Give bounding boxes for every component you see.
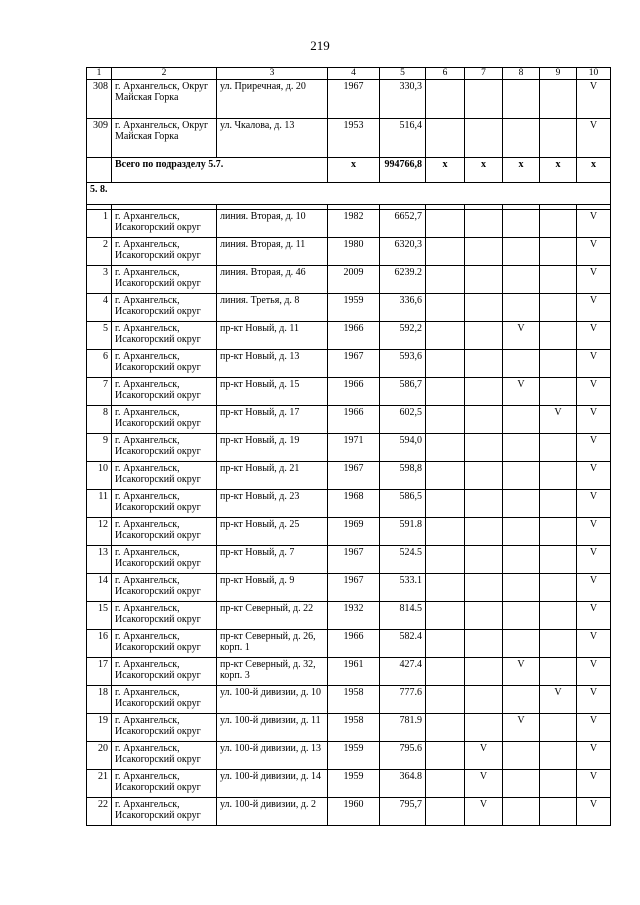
address-cell: пр-кт Новый, д. 25 (217, 518, 328, 546)
settlement-cell: г. Архангельск, Исакогорский округ (112, 322, 217, 350)
col9-cell (540, 434, 577, 462)
col6-cell (426, 434, 465, 462)
col10-cell: V (577, 350, 611, 378)
area-cell: 6652,7 (380, 210, 426, 238)
col10-cell: V (577, 574, 611, 602)
col8-cell (503, 686, 540, 714)
table-row (87, 406, 611, 434)
col9-cell (540, 350, 577, 378)
col6-cell (426, 462, 465, 490)
col-header: 9 (540, 68, 577, 80)
area-cell: 6320,3 (380, 238, 426, 266)
row-number: 14 (87, 574, 112, 602)
page-number: 219 (310, 38, 330, 53)
settlement-cell: г. Архангельск, Исакогорский округ (112, 210, 217, 238)
col8-cell (503, 630, 540, 658)
col6-cell (426, 350, 465, 378)
col10-cell: V (577, 630, 611, 658)
address-cell: пр-кт Новый, д. 19 (217, 434, 328, 462)
row-number: 308 (87, 80, 112, 119)
row-number: 18 (87, 686, 112, 714)
address-cell: ул. Чкалова, д. 13 (217, 119, 328, 158)
table-row (87, 602, 611, 630)
subtotal-c10: x (577, 158, 611, 183)
col7-cell (465, 294, 503, 322)
row-number: 309 (87, 119, 112, 158)
address-cell: линия. Вторая, д. 10 (217, 210, 328, 238)
col9-cell (540, 770, 577, 798)
table-row (87, 574, 611, 602)
area-cell: 795,7 (380, 798, 426, 826)
col-header: 3 (217, 68, 328, 80)
col7-cell (465, 80, 503, 119)
area-cell: 364.8 (380, 770, 426, 798)
settlement-cell: г. Архангельск, Округ Майская Горка (112, 80, 217, 119)
col6-cell (426, 378, 465, 406)
table-row (87, 462, 611, 490)
row-number: 8 (87, 406, 112, 434)
settlement-cell: г. Архангельск, Исакогорский округ (112, 714, 217, 742)
col6-cell (426, 602, 465, 630)
settlement-cell: г. Архангельск, Исакогорский округ (112, 518, 217, 546)
col10-cell: V (577, 742, 611, 770)
row-number: 11 (87, 490, 112, 518)
row-number: 15 (87, 602, 112, 630)
table-row (87, 322, 611, 350)
col7-cell: V (465, 742, 503, 770)
col10-cell: V (577, 238, 611, 266)
settlement-cell: г. Архангельск, Исакогорский округ (112, 686, 217, 714)
settlement-cell: г. Архангельск, Исакогорский округ (112, 490, 217, 518)
area-cell: 777.6 (380, 686, 426, 714)
area-cell: 586,7 (380, 378, 426, 406)
table-row (87, 80, 611, 119)
area-cell: 330,3 (380, 80, 426, 119)
table-row (87, 266, 611, 294)
col10-cell: V (577, 658, 611, 686)
col7-cell (465, 210, 503, 238)
col7-cell: V (465, 798, 503, 826)
col10-cell: V (577, 294, 611, 322)
row-number: 7 (87, 378, 112, 406)
col7-cell (465, 686, 503, 714)
address-cell: пр-кт Новый, д. 17 (217, 406, 328, 434)
col6-cell (426, 798, 465, 826)
col9-cell (540, 490, 577, 518)
col9-cell (540, 322, 577, 350)
settlement-cell: г. Архангельск, Исакогорский округ (112, 350, 217, 378)
col-header: 6 (426, 68, 465, 80)
row-number: 19 (87, 714, 112, 742)
address-cell: пр-кт Новый, д. 13 (217, 350, 328, 378)
subtotal-c6: x (426, 158, 465, 183)
col9-cell: V (540, 686, 577, 714)
col8-cell (503, 80, 540, 119)
subtotal-c8: x (503, 158, 540, 183)
year-cell: 1932 (328, 602, 380, 630)
year-cell: 1982 (328, 210, 380, 238)
col7-cell (465, 434, 503, 462)
col10-cell: V (577, 518, 611, 546)
col7-cell (465, 119, 503, 158)
table-row (87, 686, 611, 714)
col8-cell: V (503, 714, 540, 742)
col10-cell: V (577, 462, 611, 490)
year-cell: 1967 (328, 574, 380, 602)
row-number: 6 (87, 350, 112, 378)
table-row (87, 294, 611, 322)
year-cell: 1980 (328, 238, 380, 266)
table-row (87, 350, 611, 378)
col6-cell (426, 80, 465, 119)
col7-cell (465, 630, 503, 658)
table-row (87, 434, 611, 462)
settlement-cell: г. Архангельск, Исакогорский округ (112, 770, 217, 798)
year-cell: 1971 (328, 434, 380, 462)
address-cell: пр-кт Северный, д. 22 (217, 602, 328, 630)
col10-cell: V (577, 406, 611, 434)
col7-cell (465, 462, 503, 490)
register-table (86, 67, 611, 826)
year-cell: 1966 (328, 406, 380, 434)
col10-cell: V (577, 266, 611, 294)
area-cell: 814.5 (380, 602, 426, 630)
col9-cell (540, 266, 577, 294)
area-cell: 533.1 (380, 574, 426, 602)
col7-cell (465, 490, 503, 518)
year-cell: 1967 (328, 462, 380, 490)
row-number: 1 (87, 210, 112, 238)
col8-cell (503, 770, 540, 798)
col-header: 2 (112, 68, 217, 80)
area-cell: 524.5 (380, 546, 426, 574)
table-row (87, 742, 611, 770)
row-number: 3 (87, 266, 112, 294)
table-row (87, 714, 611, 742)
col6-cell (426, 294, 465, 322)
col8-cell (503, 406, 540, 434)
settlement-cell: г. Архангельск, Исакогорский округ (112, 294, 217, 322)
settlement-cell: г. Архангельск, Исакогорский округ (112, 238, 217, 266)
col6-cell (426, 238, 465, 266)
col10-cell: V (577, 210, 611, 238)
address-cell: линия. Третья, д. 8 (217, 294, 328, 322)
year-cell: 1959 (328, 742, 380, 770)
col-header: 8 (503, 68, 540, 80)
col9-cell (540, 546, 577, 574)
col8-cell (503, 518, 540, 546)
col6-cell (426, 686, 465, 714)
col8-cell (503, 238, 540, 266)
col6-cell (426, 406, 465, 434)
col10-cell: V (577, 770, 611, 798)
subtotal-label: Всего по подразделу 5.7. (112, 158, 328, 183)
year-cell: 2009 (328, 266, 380, 294)
col8-cell (503, 602, 540, 630)
col-header: 10 (577, 68, 611, 80)
year-cell: 1969 (328, 518, 380, 546)
table-row (87, 798, 611, 826)
col7-cell (465, 406, 503, 434)
col9-cell (540, 80, 577, 119)
row-number: 16 (87, 630, 112, 658)
year-cell: 1967 (328, 546, 380, 574)
subtotal-c4: x (328, 158, 380, 183)
address-cell: ул. Приречная, д. 20 (217, 80, 328, 119)
area-cell: 6239.2 (380, 266, 426, 294)
address-cell: пр-кт Новый, д. 9 (217, 574, 328, 602)
row-number: 21 (87, 770, 112, 798)
year-cell: 1966 (328, 630, 380, 658)
settlement-cell: г. Архангельск, Округ Майская Горка (112, 119, 217, 158)
col8-cell (503, 266, 540, 294)
col7-cell (465, 574, 503, 602)
row-number: 22 (87, 798, 112, 826)
col6-cell (426, 490, 465, 518)
col6-cell (426, 770, 465, 798)
col7-cell (465, 266, 503, 294)
table-row (87, 546, 611, 574)
col9-cell (540, 238, 577, 266)
col6-cell (426, 574, 465, 602)
area-cell: 795.6 (380, 742, 426, 770)
year-cell: 1960 (328, 798, 380, 826)
area-cell: 602,5 (380, 406, 426, 434)
col7-cell (465, 322, 503, 350)
table-row (87, 658, 611, 686)
col6-cell (426, 119, 465, 158)
col9-cell (540, 658, 577, 686)
year-cell: 1966 (328, 378, 380, 406)
col8-cell (503, 546, 540, 574)
col10-cell: V (577, 686, 611, 714)
col-header: 4 (328, 68, 380, 80)
area-cell: 582.4 (380, 630, 426, 658)
col6-cell (426, 714, 465, 742)
table-row (87, 770, 611, 798)
col10-cell: V (577, 434, 611, 462)
year-cell: 1953 (328, 119, 380, 158)
subtotal-c9: x (540, 158, 577, 183)
col7-cell (465, 602, 503, 630)
col-header: 1 (87, 68, 112, 80)
col10-cell: V (577, 546, 611, 574)
section-label: 5. 8. (87, 183, 611, 205)
subtotal-c5: 994766,8 (380, 158, 426, 183)
area-cell: 781.9 (380, 714, 426, 742)
table-row (87, 119, 611, 158)
col8-cell: V (503, 322, 540, 350)
row-number: 9 (87, 434, 112, 462)
col8-cell (503, 574, 540, 602)
col8-cell (503, 742, 540, 770)
address-cell: ул. 100-й дивизии, д. 2 (217, 798, 328, 826)
settlement-cell: г. Архангельск, Исакогорский округ (112, 742, 217, 770)
row-number: 12 (87, 518, 112, 546)
table-row (87, 490, 611, 518)
area-cell: 594,0 (380, 434, 426, 462)
col10-cell: V (577, 602, 611, 630)
row-number: 4 (87, 294, 112, 322)
col8-cell (503, 119, 540, 158)
area-cell: 598,8 (380, 462, 426, 490)
col8-cell (503, 434, 540, 462)
settlement-cell: г. Архангельск, Исакогорский округ (112, 630, 217, 658)
col7-cell (465, 518, 503, 546)
col10-cell: V (577, 798, 611, 826)
col6-cell (426, 322, 465, 350)
col9-cell (540, 210, 577, 238)
settlement-cell: г. Архангельск, Исакогорский округ (112, 658, 217, 686)
settlement-cell: г. Архангельск, Исакогорский округ (112, 266, 217, 294)
col8-cell (503, 462, 540, 490)
col9-cell (540, 574, 577, 602)
col9-cell (540, 294, 577, 322)
col10-cell: V (577, 490, 611, 518)
col7-cell (465, 378, 503, 406)
settlement-cell: г. Архангельск, Исакогорский округ (112, 602, 217, 630)
col7-cell (465, 714, 503, 742)
table-body (87, 68, 611, 826)
col6-cell (426, 518, 465, 546)
row-number: 20 (87, 742, 112, 770)
address-cell: линия. Вторая, д. 11 (217, 238, 328, 266)
col8-cell (503, 210, 540, 238)
col10-cell: V (577, 714, 611, 742)
year-cell: 1959 (328, 294, 380, 322)
area-cell: 336,6 (380, 294, 426, 322)
address-cell: ул. 100-й дивизии, д. 13 (217, 742, 328, 770)
table-row (87, 518, 611, 546)
col6-cell (426, 210, 465, 238)
col7-cell (465, 238, 503, 266)
col7-cell (465, 658, 503, 686)
area-cell: 586,5 (380, 490, 426, 518)
col8-cell (503, 490, 540, 518)
area-cell: 592,2 (380, 322, 426, 350)
address-cell: пр-кт Северный, д. 32, корп. 3 (217, 658, 328, 686)
year-cell: 1967 (328, 80, 380, 119)
col10-cell: V (577, 322, 611, 350)
year-cell: 1968 (328, 490, 380, 518)
settlement-cell: г. Архангельск, Исакогорский округ (112, 574, 217, 602)
area-cell: 427.4 (380, 658, 426, 686)
col9-cell (540, 798, 577, 826)
col-header: 7 (465, 68, 503, 80)
row-number: 17 (87, 658, 112, 686)
year-cell: 1959 (328, 770, 380, 798)
header-row (87, 68, 611, 80)
address-cell: ул. 100-й дивизии, д. 14 (217, 770, 328, 798)
address-cell: линия. Вторая, д. 46 (217, 266, 328, 294)
settlement-cell: г. Архангельск, Исакогорский округ (112, 434, 217, 462)
year-cell: 1958 (328, 686, 380, 714)
col6-cell (426, 266, 465, 294)
col9-cell (540, 602, 577, 630)
col7-cell: V (465, 770, 503, 798)
address-cell: пр-кт Новый, д. 21 (217, 462, 328, 490)
col7-cell (465, 350, 503, 378)
address-cell: ул. 100-й дивизии, д. 11 (217, 714, 328, 742)
col6-cell (426, 742, 465, 770)
col9-cell (540, 518, 577, 546)
area-cell: 516,4 (380, 119, 426, 158)
settlement-cell: г. Архангельск, Исакогорский округ (112, 406, 217, 434)
col9-cell (540, 630, 577, 658)
col8-cell: V (503, 378, 540, 406)
settlement-cell: г. Архангельск, Исакогорский округ (112, 798, 217, 826)
col8-cell (503, 294, 540, 322)
section-row (87, 183, 611, 205)
col6-cell (426, 630, 465, 658)
settlement-cell: г. Архангельск, Исакогорский округ (112, 378, 217, 406)
address-cell: ул. 100-й дивизии, д. 10 (217, 686, 328, 714)
address-cell: пр-кт Новый, д. 23 (217, 490, 328, 518)
table-row (87, 378, 611, 406)
row-number: 5 (87, 322, 112, 350)
subtotal-row (87, 158, 611, 183)
row-number: 10 (87, 462, 112, 490)
col8-cell (503, 798, 540, 826)
col8-cell (503, 350, 540, 378)
year-cell: 1967 (328, 350, 380, 378)
address-cell: пр-кт Северный, д. 26, корп. 1 (217, 630, 328, 658)
col9-cell: V (540, 406, 577, 434)
col9-cell (540, 462, 577, 490)
settlement-cell: г. Архангельск, Исакогорский округ (112, 462, 217, 490)
col10-cell: V (577, 80, 611, 119)
col9-cell (540, 742, 577, 770)
table-row (87, 630, 611, 658)
row-number: 13 (87, 546, 112, 574)
address-cell: пр-кт Новый, д. 11 (217, 322, 328, 350)
year-cell: 1958 (328, 714, 380, 742)
col10-cell: V (577, 378, 611, 406)
subtotal-c7: x (465, 158, 503, 183)
col7-cell (465, 546, 503, 574)
table-row (87, 210, 611, 238)
row-number: 2 (87, 238, 112, 266)
col9-cell (540, 714, 577, 742)
settlement-cell: г. Архангельск, Исакогорский округ (112, 546, 217, 574)
col6-cell (426, 658, 465, 686)
col8-cell: V (503, 658, 540, 686)
year-cell: 1966 (328, 322, 380, 350)
col-header: 5 (380, 68, 426, 80)
table-row (87, 238, 611, 266)
empty-cell (87, 158, 112, 183)
address-cell: пр-кт Новый, д. 7 (217, 546, 328, 574)
address-cell: пр-кт Новый, д. 15 (217, 378, 328, 406)
area-cell: 593,6 (380, 350, 426, 378)
col10-cell: V (577, 119, 611, 158)
col9-cell (540, 119, 577, 158)
col6-cell (426, 546, 465, 574)
col9-cell (540, 378, 577, 406)
year-cell: 1961 (328, 658, 380, 686)
area-cell: 591.8 (380, 518, 426, 546)
